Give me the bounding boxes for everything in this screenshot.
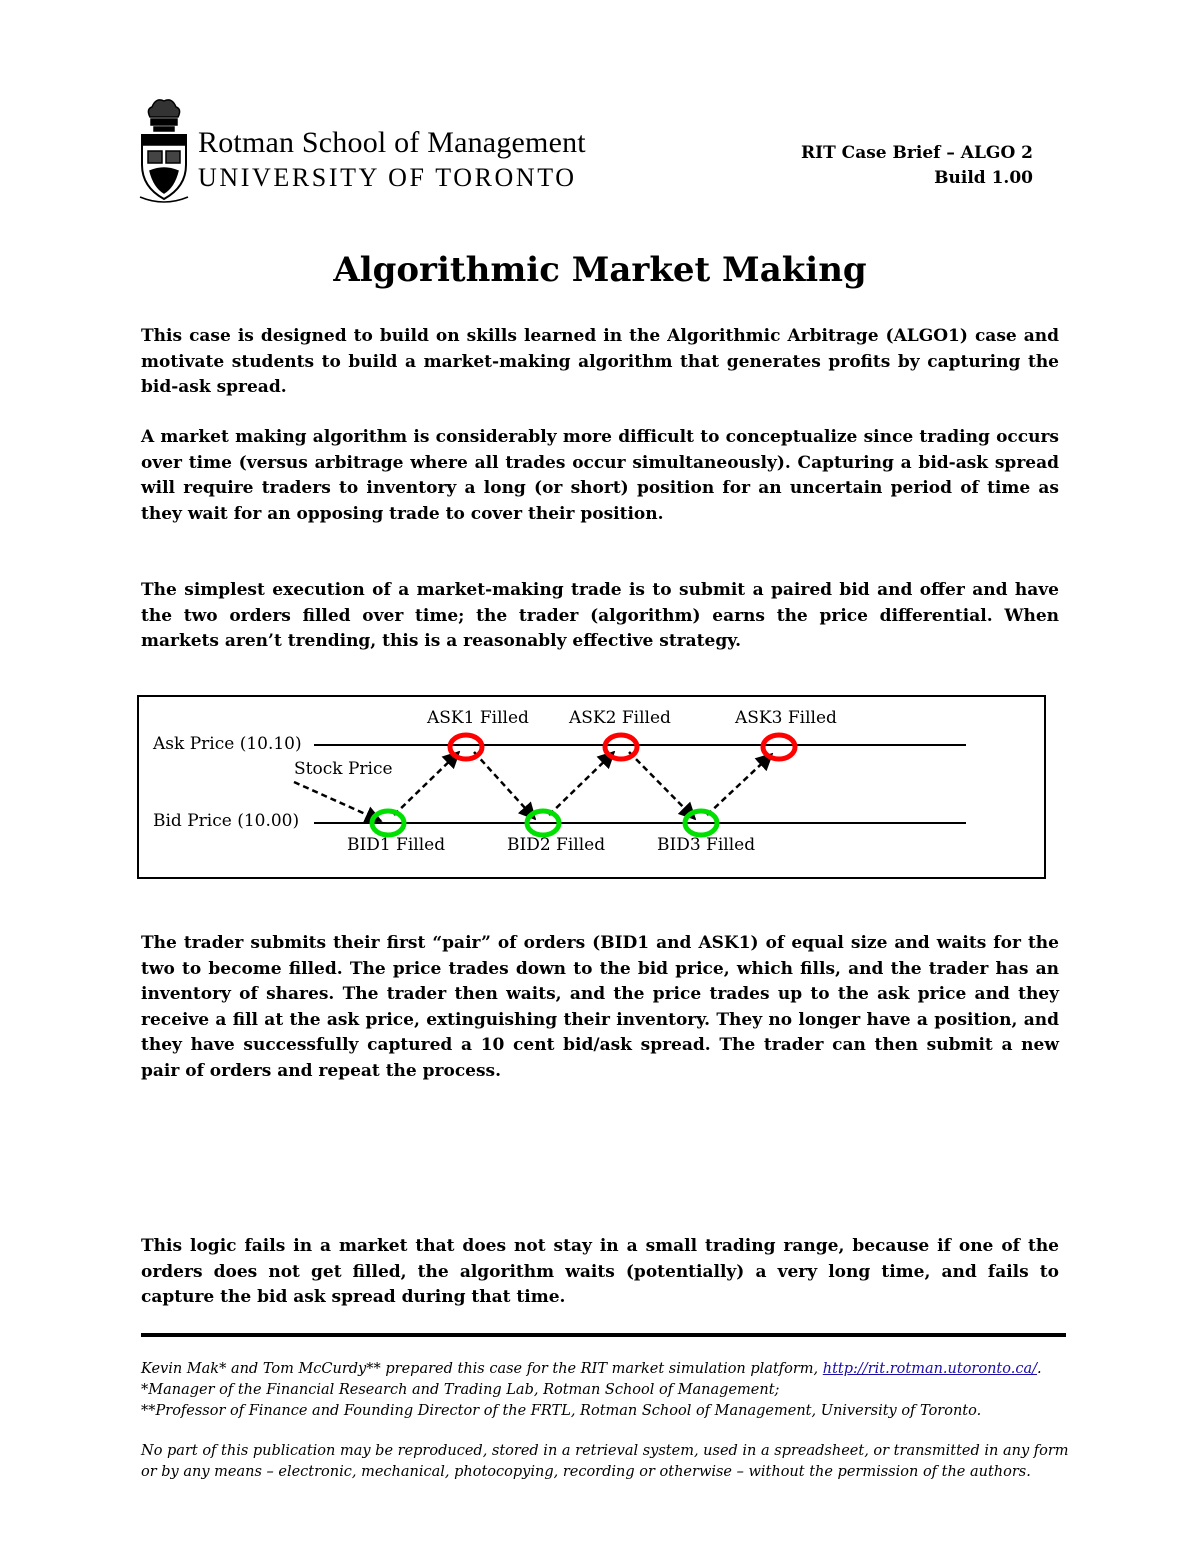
stock-price-path: [549, 752, 614, 815]
paragraph-intro: This case is designed to build on skills learned in the Algorithmic Arbitrage (ALGO1) case and motivate students to build a market-making algorithm that generates profits by capturing the bid-ask spread.: [141, 326, 1059, 397]
footer-note-manager: *Manager of the Financial Research and Trading Lab, Rotman School of Management;: [141, 1382, 780, 1398]
university-crest-logo: [138, 95, 190, 207]
footer-credit: Kevin Mak* and Tom McCurdy** prepared this case for the RIT market simulation platform, http://rit.rotman.utoronto.ca/.: [141, 1361, 1042, 1377]
rit-platform-link[interactable]: http://rit.rotman.utoronto.ca/: [822, 1361, 1037, 1377]
logo-school-name: Rotman School of Management: [198, 126, 586, 159]
stock-price-path: [707, 754, 772, 815]
bid-price-label: Bid Price (10.00): [153, 811, 300, 831]
ask1-filled-label: ASK1 Filled: [427, 708, 529, 728]
build-version-label: Build 1.00: [934, 168, 1033, 188]
bid3-filled-label: BID3 Filled: [657, 835, 756, 855]
ask3-filled-label: ASK3 Filled: [735, 708, 837, 728]
ask-price-label: Ask Price (10.10): [153, 734, 302, 754]
ask2-fill-marker: [605, 735, 637, 759]
ask2-filled-label: ASK2 Filled: [569, 708, 671, 728]
bid2-filled-label: BID2 Filled: [507, 835, 606, 855]
footer-copyright-line2: or by any means – electronic, mechanical, photocopying, recording or otherwise – without the permission of the authors.: [141, 1464, 1031, 1480]
footer-copyright-line1: No part of this publication may be reproduced, stored in a retrieval system, used in a spreadsheet, or transmitted in any form: [141, 1443, 1069, 1459]
footer-note-professor: **Professor of Finance and Founding Director of the FRTL, Rotman School of Management, University of Toronto.: [141, 1403, 982, 1419]
stock-price-path: [394, 752, 459, 815]
market-making-diagram: [137, 695, 1046, 879]
paragraph-trader-process: The trader submits their first “pair” of orders (BID1 and ASK1) of equal size and waits for the two to become filled. The price trades down to the bid price, which fills, and the trader has an inventory of shares. The trader then waits, and the price trades up to the ask price and they receive a fill at the ask price, extinguishing their inventory. They no longer have a position, and they have successfully captured a 10 cent bid/ask spread. The trader can then submit a new pair of orders and repeat the process.: [141, 933, 1059, 1081]
footer-divider: [141, 1333, 1066, 1337]
paragraph-simple-execution: The simplest execution of a market-making trade is to submit a paired bid and offer and have the two orders filled over time; the trader (algorithm) earns the price differential. When markets aren’t trending, this is a reasonably effective strategy.: [141, 580, 1059, 651]
ask1-fill-marker: [450, 735, 482, 759]
paragraph-difficulty: A market making algorithm is considerably more difficult to conceptualize since trading occurs over time (versus arbitrage where all trades occur simultaneously). Capturing a bid-ask spread will require traders to inventory a long (or short) position for an uncertain period of time as they wait for an opposing trade to cover their position.: [141, 427, 1059, 524]
case-brief-label: RIT Case Brief – ALGO 2: [801, 143, 1033, 163]
stock-price-label: Stock Price: [294, 759, 393, 779]
bid1-filled-label: BID1 Filled: [347, 835, 446, 855]
paragraph-logic-fails: This logic fails in a market that does not stay in a small trading range, because if one of the orders does not get filled, the algorithm waits (potentially) a very long time, and fails to capture the bid ask spread during that time.: [141, 1236, 1059, 1307]
page-title: Algorithmic Market Making: [333, 250, 867, 290]
stock-price-path: [474, 752, 535, 819]
logo-university-name: UNIVERSITY OF TORONTO: [198, 163, 577, 192]
stock-price-path: [629, 752, 695, 819]
stock-price-path: [294, 782, 381, 821]
ask3-fill-marker: [763, 735, 795, 759]
